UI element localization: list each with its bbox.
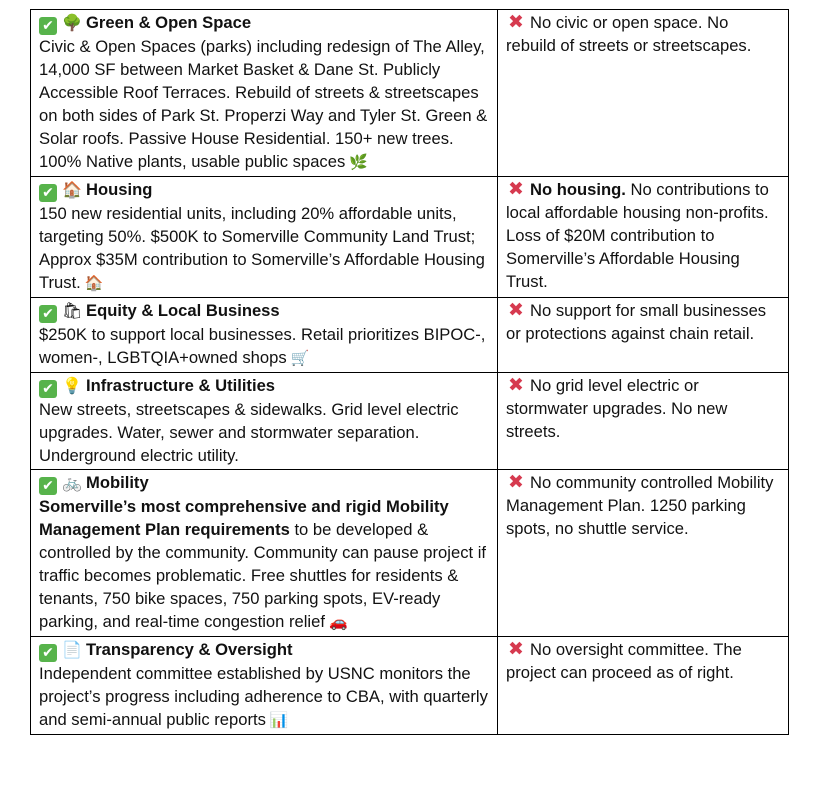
benefit-emphasis: Somerville’s most comprehensive and rigid Mobility Management Plan requirements [39, 497, 449, 539]
benefit-cell [31, 470, 498, 637]
comparison-table [30, 9, 789, 735]
cross-mark-icon: ✖ [508, 471, 524, 493]
benefit-heading [39, 374, 489, 398]
drawback-cell [498, 637, 789, 735]
table-row [31, 177, 789, 298]
cross-mark-icon: ✖ [508, 178, 524, 200]
benefit-description: to be developed & controlled by the community. Community can pause project if traffic becomes problematic. Free shuttles for residents & tenants, 750 bike spaces, 750 parking spots, EV-ready parking, and real-time congestion relief [39, 520, 487, 631]
check-mark-icon: ✔ [39, 17, 57, 35]
drawback-description: No contributions to local affordable housing non-profits. Loss of $20M contribution to Somerville’s Affordable Housing Trust. [506, 180, 769, 291]
cross-mark-icon: ✖ [508, 299, 524, 321]
drawback-cell [498, 373, 789, 470]
drawback-cell [498, 10, 789, 177]
herb-icon: 🌿 [349, 153, 368, 171]
drawback-description: No civic or open space. No rebuild of streets or streetscapes. [506, 13, 752, 55]
benefit-description: New streets, streetscapes & sidewalks. Grid level electric upgrades. Water, sewer and stormwater separation. Underground electric utility. [39, 400, 459, 465]
table-row [31, 10, 789, 177]
benefit-heading [39, 471, 489, 495]
house-icon: 🏠 [84, 274, 104, 292]
benefit-title: Green & Open Space [86, 13, 252, 32]
benefit-description: Independent committee established by USNC monitors the project’s progress including adherence to CBA, with quarterly and semi-annual public reports [39, 664, 488, 729]
drawback-description: No support for small businesses or protections against chain retail. [506, 301, 767, 343]
benefit-title: Housing [86, 180, 153, 199]
drawback-emphasis: No housing. [530, 180, 626, 199]
house-icon: 🏠 [62, 180, 82, 199]
benefit-cell [31, 177, 498, 298]
table-row [31, 298, 789, 373]
drawback-cell [498, 298, 789, 373]
benefit-heading [39, 299, 489, 323]
benefit-cell [31, 373, 498, 470]
benefit-cell [31, 637, 498, 735]
table-row [31, 637, 789, 735]
table-row [31, 373, 789, 470]
benefit-description: $250K to support local businesses. Retail prioritizes BIPOC-, women-, LGBTQIA+owned shops [39, 325, 486, 367]
benefit-title: Infrastructure & Utilities [86, 376, 276, 395]
benefit-description: 150 new residential units, including 20% affordable units, targeting 50%. $500K to Somerville Community Land Trust; Approx $35M contribution to Somerville’s Affordable Housing Trust. [39, 204, 485, 292]
bar-chart-icon: 📊 [269, 711, 289, 729]
shopping-cart-icon: 🛒 [290, 349, 310, 367]
drawback-cell [498, 177, 789, 298]
drawback-description: No grid level electric or stormwater upgrades. No new streets. [506, 376, 728, 441]
tree-icon: 🌳 [62, 13, 82, 32]
table-row [31, 470, 789, 637]
check-mark-icon: ✔ [39, 184, 57, 202]
check-mark-icon: ✔ [39, 305, 57, 323]
drawback-description: No oversight committee. The project can proceed as of right. [506, 640, 742, 682]
drawback-cell [498, 470, 789, 637]
shopping-bags-icon: 🛍 [62, 301, 83, 320]
benefit-heading [39, 178, 489, 202]
cross-mark-icon: ✖ [508, 638, 524, 660]
benefit-description: Civic & Open Spaces (parks) including redesign of The Alley, 14,000 SF between Market Basket & Dane St. Publicly Accessible Roof Terraces. Rebuild of streets & streetscapes on both sides of Park St. Properzi Way and Tyler St. Green & Solar roofs. Passive House Residential. 150+ new trees. 100% Native plants, usable public spaces [39, 37, 488, 171]
document-icon: 📄 [62, 640, 82, 659]
bicycle-icon: 🚲 [62, 473, 82, 492]
drawback-description: No community controlled Mobility Management Plan. 1250 parking spots, no shuttle service. [506, 473, 774, 538]
benefit-heading [39, 11, 489, 35]
car-icon: 🚗 [328, 613, 348, 631]
cross-mark-icon: ✖ [508, 374, 524, 396]
cross-mark-icon: ✖ [508, 11, 524, 33]
check-mark-icon: ✔ [39, 644, 57, 662]
benefit-cell [31, 298, 498, 373]
benefit-cell [31, 10, 498, 177]
check-mark-icon: ✔ [39, 477, 57, 495]
benefit-title: Transparency & Oversight [86, 640, 293, 659]
benefit-title: Mobility [86, 473, 149, 492]
check-mark-icon: ✔ [39, 380, 57, 398]
benefit-heading [39, 638, 489, 662]
benefit-title: Equity & Local Business [86, 301, 280, 320]
light-bulb-icon: 💡 [62, 376, 82, 395]
